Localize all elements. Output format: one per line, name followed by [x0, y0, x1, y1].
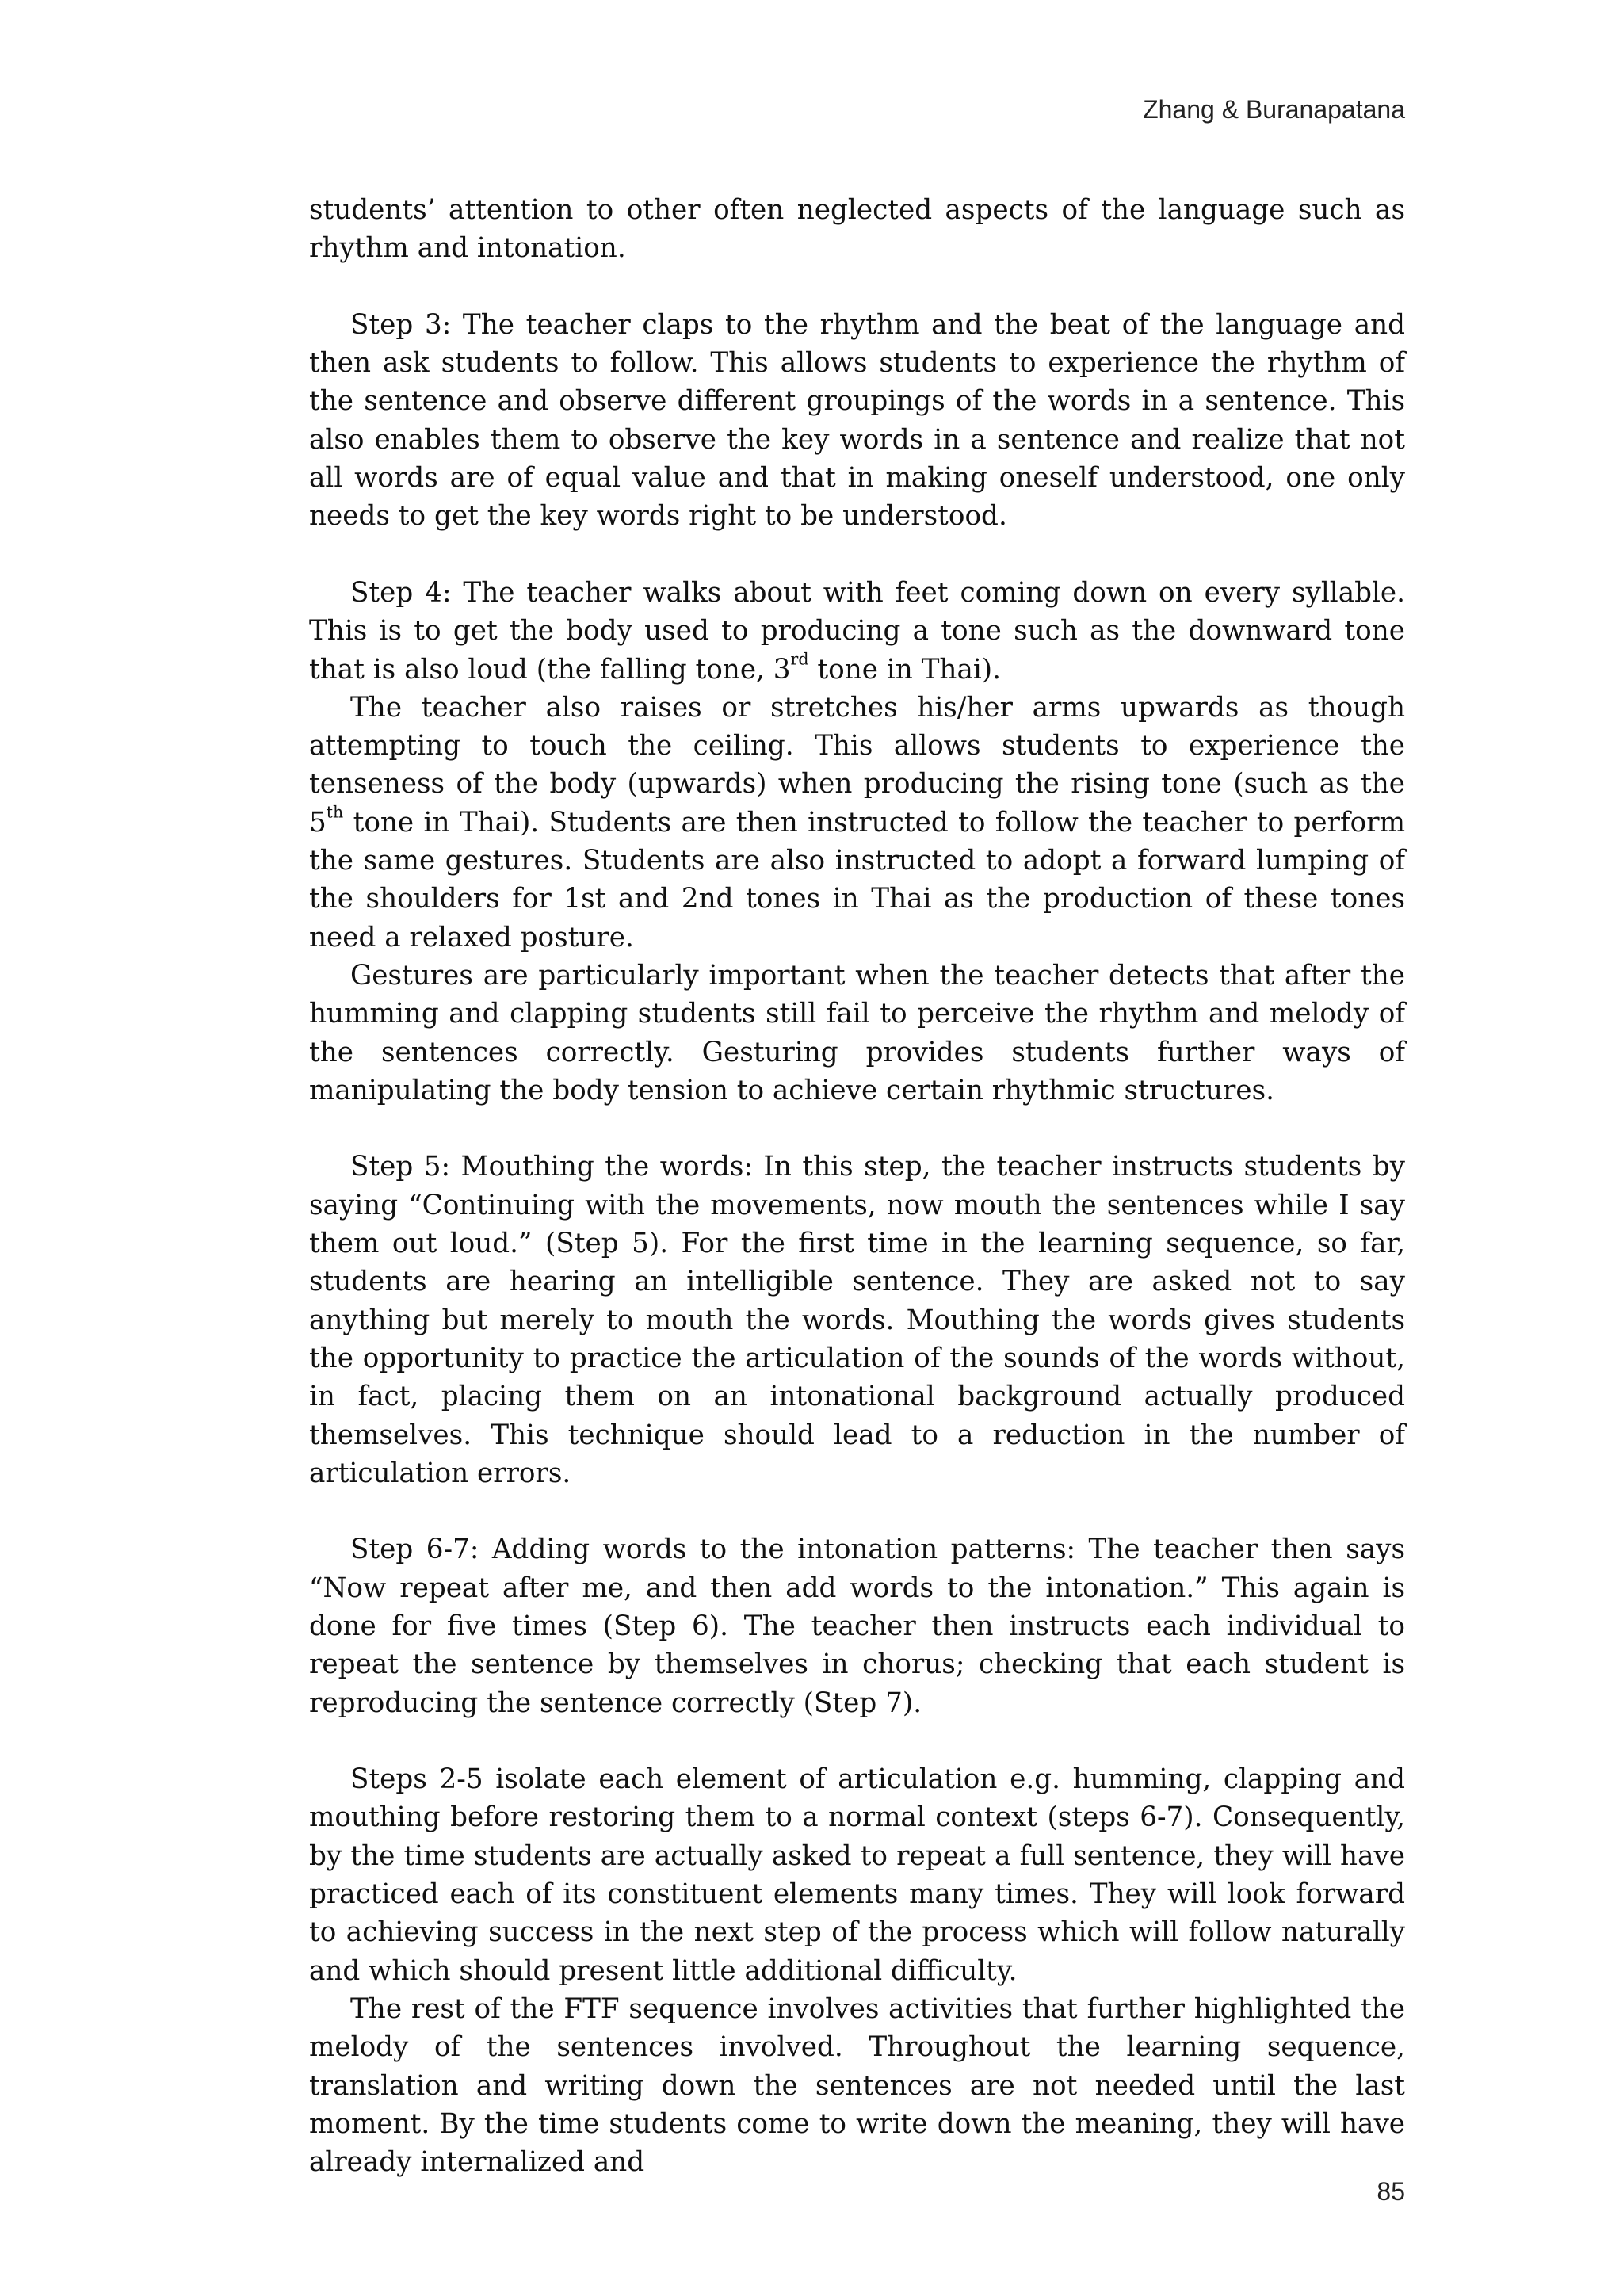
running-head: Zhang & Buranapatana [1143, 95, 1405, 124]
paragraph-step-3: Step 3: The teacher claps to the rhythm and the beat of the language and then ask students to follow. This allows students to experience the rhythm of the sentence and observe different groupings of the words in a sentence. This also enables them to observe the key words in a sentence and realize that not all words are of equal value and that in making oneself understood, one only needs to get the key words right to be understood. [309, 308, 1405, 533]
paragraph-text: The teacher also raises or stretches his/her arms upwards as though attempting to touch the ceiling. This allows students to experience the tenseness of the body (upwards) when producing the rising tone (such as the 5 [309, 691, 1405, 839]
paragraph-continuation: students’ attention to other often neglected aspects of the language such as rhythm and intonation. [309, 194, 1405, 265]
superscript: th [326, 802, 344, 822]
paragraph-arms-upwards [309, 689, 1405, 957]
page-number: 85 [1377, 2177, 1405, 2206]
paragraph-ftf-sequence: The rest of the FTF sequence involves activities that further highlighted the melody of the sentences involved. Throughout the learning sequence, translation and writing down the sentences are not needed until the last moment. By the time students come to write down the meaning, they will have already internalized and [309, 1992, 1405, 2179]
superscript: rd [790, 649, 809, 669]
paragraph-step-4 [309, 574, 1405, 689]
paragraph-step-6-7: Step 6-7: Adding words to the intonation patterns: The teacher then says “Now repeat after me, and then add words to the intonation.” This again is done for five times (Step 6). The teacher then instructs each individual to repeat the sentence by themselves in chorus; checking that each student is reproducing the sentence correctly (Step 7). [309, 1534, 1405, 1719]
paragraph-steps-2-5: Steps 2-5 isolate each element of articulation e.g. humming, clapping and mouthing before restoring them to a normal context (steps 6-7). Consequently, by the time students are actually asked to repeat a full sentence, they will have practiced each of its constituent elements many times. They will look forward to achieving success in the next step of the process which will follow naturally and which should present little additional difficulty. [309, 1763, 1405, 1987]
paragraph-text: Step 4: The teacher walks about with feet coming down on every syllable. This is to get the body used to producing a tone such as the downward tone that is also loud (the falling tone, 3 [309, 576, 1405, 686]
paragraph-gestures: Gestures are particularly important when the teacher detects that after the humming and clapping students still fail to perceive the rhythm and melody of the sentences correctly. Gesturing provides students further ways of manipulating the body tension to achieve certain rhythmic structures. [309, 959, 1405, 1106]
body-text [309, 191, 1405, 2181]
paragraph-text: tone in Thai). [808, 653, 1001, 686]
paragraph-step-5: Step 5: Mouthing the words: In this step, the teacher instructs students by saying “Continuing with the movements, now mouth the sentences while I say them out loud.” (Step 5). For the first time in the learning sequence, so far, students are hearing an intelligible sentence. They are asked not to say anything but merely to mouth the words. Mouthing the words gives students the opportunity to practice the articulation of the sounds of the words without, in fact, placing them on an intonational background actually produced themselves. This technique should lead to a reduction in the number of articulation errors. [309, 1151, 1405, 1489]
paragraph-text: tone in Thai). Students are then instructed to follow the teacher to perform the same gestures. Students are also instructed to adopt a forward lumping of the shoulders for 1st and 2nd tones in Thai as the production of these tones need a relaxed posture. [309, 806, 1405, 953]
